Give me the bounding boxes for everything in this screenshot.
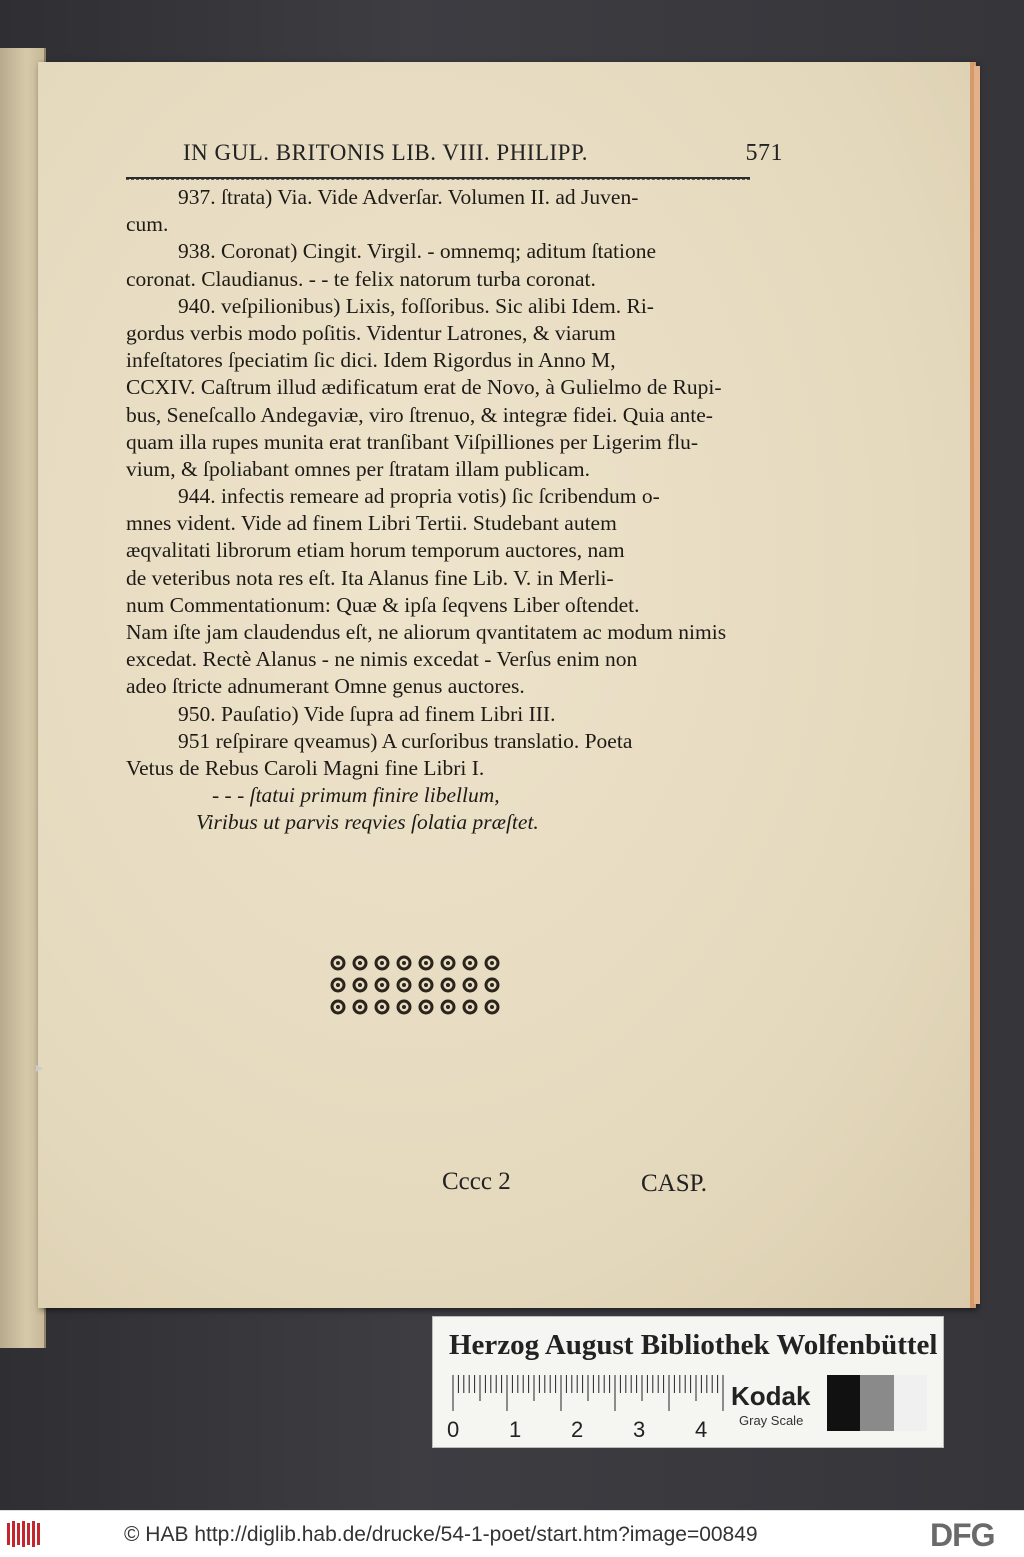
text-line: CCXIV. Caſtrum illud ædificatum erat de Novo, à Gulielmo de Rupi-: [126, 375, 722, 400]
page-edge: [974, 66, 980, 1304]
text-line: bus, Seneſcallo Andegaviæ, viro ſtrenuo, & integræ fidei. Quia ante-: [126, 402, 713, 427]
text-line: coronat. Claudianus. - - te felix natorum turba coronat.: [126, 266, 596, 291]
catchword: CASP.: [641, 1170, 708, 1197]
text-line: excedat. Rectè Alanus - ne nimis excedat - Verſus enim non: [126, 647, 638, 672]
text-line: 950. Pauſatio) Vide ſupra ad finem Libri III.: [178, 701, 556, 726]
page-marker-arrow: ▸: [36, 1060, 44, 1076]
text-line: 937. ſtrata) Via. Vide Adverſar. Volumen II. ad Juven-: [178, 185, 639, 209]
hab-logo-icon: [6, 1519, 44, 1549]
text-line: Vetus de Rebus Caroli Magni fine Libri I.: [126, 755, 485, 780]
text-line: adeo ſtricte adnumerant Omne genus auctores.: [126, 674, 525, 699]
book-page: [38, 62, 976, 1308]
printers-ornament: [326, 952, 506, 1018]
ruler-number: 2: [571, 1417, 584, 1442]
kodak-brand: Kodak: [731, 1381, 811, 1411]
running-header: [183, 140, 783, 174]
gray-swatch: [894, 1375, 927, 1431]
gray-swatch: [860, 1375, 893, 1431]
ruler-number: 4: [695, 1417, 708, 1442]
text-line: 940. veſpilionibus) Lixis, foſſoribus. Sic alibi Idem. Ri-: [178, 293, 654, 318]
gray-scale-swatches: [827, 1375, 927, 1431]
commentary-text: [126, 184, 758, 837]
text-line: 951 reſpirare qveamus) A curſoribus translatio. Poeta: [178, 728, 633, 753]
header-rule: [126, 177, 750, 180]
text-line: gordus verbis modo poſitis. Videntur Latrones, & viarum: [126, 320, 616, 345]
text-line: Viribus ut parvis reqvies ſolatia præſtet.: [196, 810, 539, 835]
text-line: 944. infectis remeare ad propria votis) ſic ſcribendum o-: [178, 484, 660, 509]
text-line: de veteribus nota res eſt. Ita Alanus fine Lib. V. in Merli-: [126, 565, 614, 590]
color-reference-card: [432, 1316, 944, 1448]
text-line: Nam iſte jam claudendus eſt, ne aliorum qvantitatem ac modum nimis: [126, 620, 727, 644]
text-line: quam illa rupes munita erat tranſibant Viſpilliones per Ligerim flu-: [126, 429, 699, 454]
library-name: Herzog August Bibliothek Wolfenbüttel: [449, 1329, 938, 1361]
text-line: infeſtatores ſpeciatim ſic dici. Idem Rigordus in Anno M,: [126, 348, 616, 373]
text-line: 938. Coronat) Cingit. Virgil. - omnemq; aditum ſtatione: [178, 239, 657, 264]
text-line: æqvalitati librorum etiam horum temporum auctores, nam: [126, 538, 625, 563]
ruler-number: 3: [633, 1417, 646, 1442]
source-link[interactable]: © HAB http://diglib.hab.de/drucke/54-1-poet/start.htm?image=00849: [124, 1523, 758, 1546]
dfg-logo: DFG: [930, 1517, 995, 1553]
ruler-number: 0: [447, 1417, 460, 1442]
header-title: IN GUL. BRITONIS LIB. VIII. PHILIPP.: [183, 140, 588, 165]
folio-number: 571: [745, 140, 783, 166]
signature-mark: Cccc 2: [442, 1168, 511, 1195]
footer-bar: [0, 1510, 1024, 1557]
gray-swatch: [827, 1375, 860, 1431]
text-line: mnes vident. Vide ad finem Libri Tertii. Studebant autem: [126, 511, 617, 536]
kodak-subtitle: Gray Scale: [739, 1413, 804, 1428]
text-line: num Commentationum: Quæ & ipſa ſeqvens Liber oſtendet.: [126, 592, 640, 617]
text-line: - - - ſtatui primum finire libellum,: [212, 783, 500, 808]
ruler-number: 1: [509, 1417, 522, 1442]
scale-ruler: [449, 1373, 729, 1413]
text-line: cum.: [126, 212, 169, 237]
text-line: vium, & ſpoliabant omnes per ſtratam illam publicam.: [126, 456, 590, 481]
